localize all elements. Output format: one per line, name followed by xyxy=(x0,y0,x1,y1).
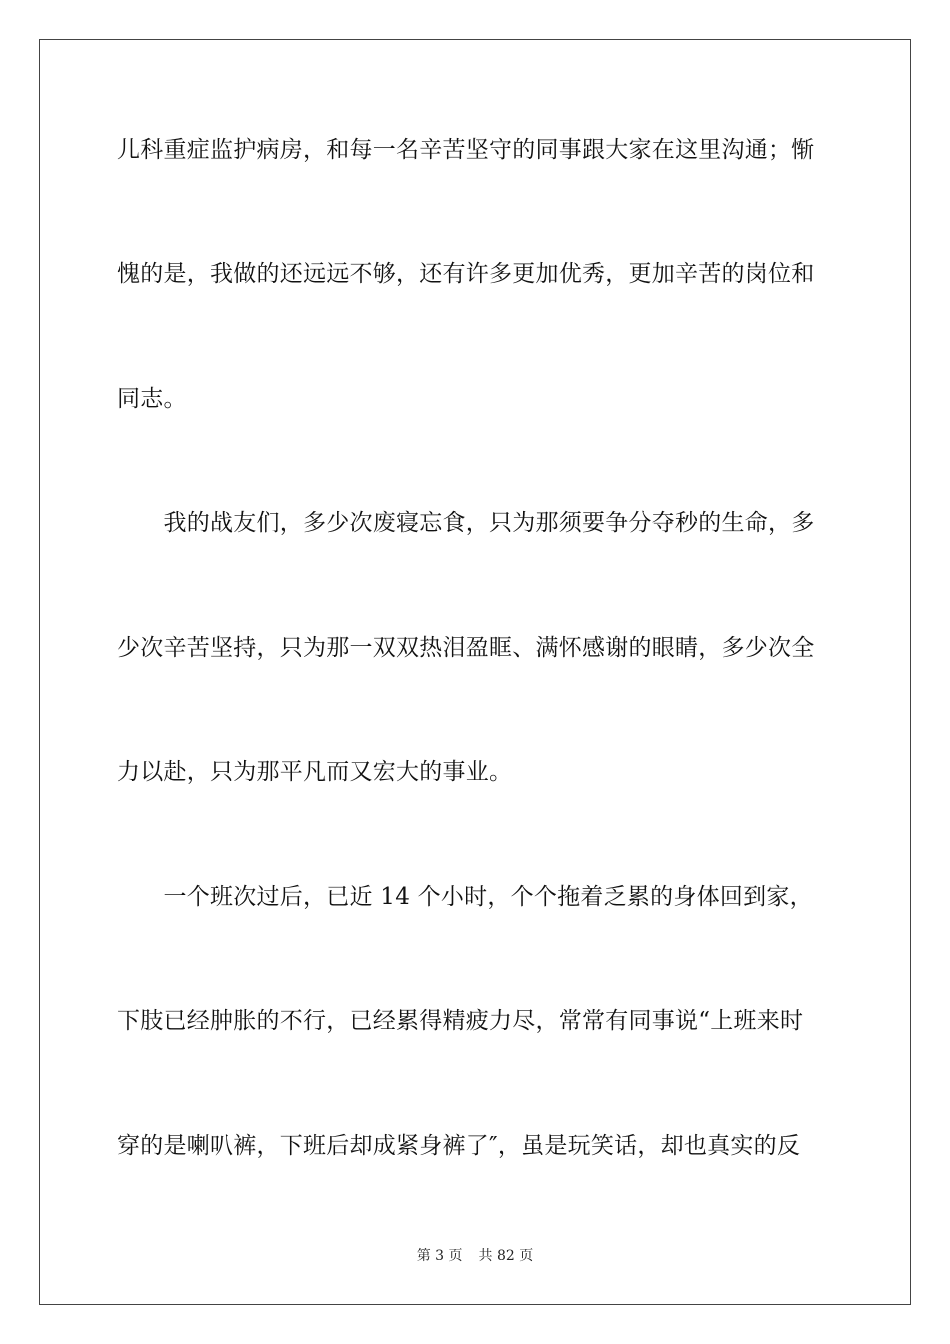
text-line: 少次辛苦坚持，只为那一双双热泪盈眶、满怀感谢的眼睛，多少次全 xyxy=(117,635,815,661)
page-footer xyxy=(0,1247,950,1265)
text-line: 一个班次过后，已近 14 个小时，个个拖着乏累的身体回到家， xyxy=(117,884,813,910)
text-line: 下肢已经肿胀的不行，已经累得精疲力尽，常常有同事说“上班来时 xyxy=(117,1008,804,1034)
page-number: 第 3 页 xyxy=(416,1248,463,1264)
text-line: 同志。 xyxy=(117,386,187,412)
text-line: 愧的是，我做的还远远不够，还有许多更加优秀，更加辛苦的岗位和 xyxy=(117,261,815,287)
text-line: 力以赴，只为那平凡而又宏大的事业。 xyxy=(117,759,513,785)
page-total: 共 82 页 xyxy=(478,1248,534,1264)
text-line: 穿的是喇叭裤，下班后却成紧身裤了″，虽是玩笑话，却也真实的反 xyxy=(117,1133,801,1159)
text-line: 我的战友们，多少次废寝忘食，只为那须要争分夺秒的生命，多 xyxy=(117,510,815,536)
page-border xyxy=(39,39,911,1305)
text-line: 儿科重症监护病房，和每一名辛苦坚守的同事跟大家在这里沟通；惭 xyxy=(117,137,815,163)
